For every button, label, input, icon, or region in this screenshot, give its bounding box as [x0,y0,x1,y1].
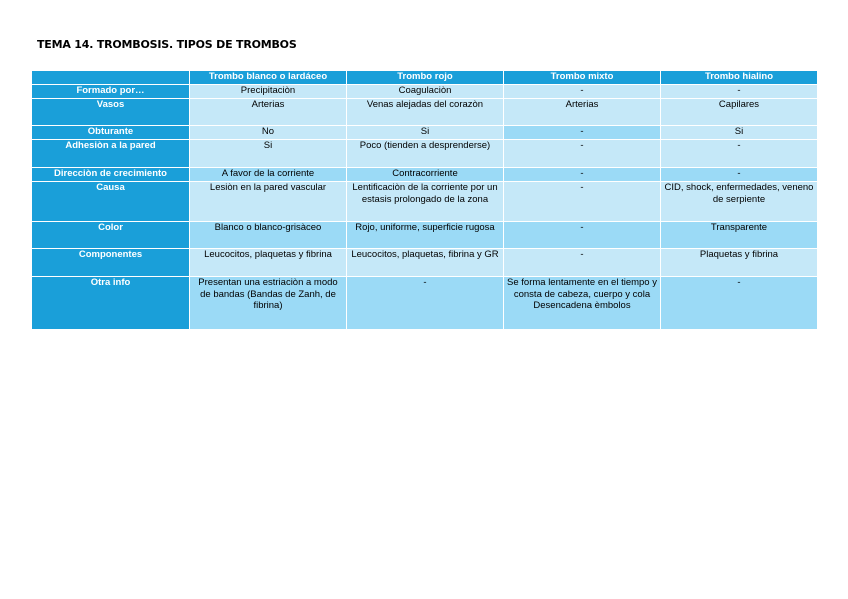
table-cell: - [661,168,818,182]
thrombus-types-table [31,70,818,330]
table-cell: - [504,249,661,277]
row-label: Componentes [32,249,190,277]
table-row [32,168,818,182]
table-cell: Blanco o blanco-grisàceo [190,222,347,249]
table-cell: Arterias [190,99,347,126]
table-cell: Plaquetas y fibrina [661,249,818,277]
table-row [32,140,818,168]
table-row [32,99,818,126]
column-header-red-thrombus: Trombo rojo [347,71,504,85]
table-cell: Si [347,126,504,140]
table-cell: - [661,277,818,330]
table-cell: Si [190,140,347,168]
column-header-hyaline-thrombus: Trombo hialino [661,71,818,85]
row-label: Formado por… [32,85,190,99]
row-label: Color [32,222,190,249]
row-label: Adhesiòn a la pared [32,140,190,168]
table-cell: - [504,126,661,140]
table-cell: - [504,222,661,249]
table-cell: A favor de la corriente [190,168,347,182]
header-row [32,71,818,85]
table-cell: Precipitaciòn [190,85,347,99]
table-row [32,249,818,277]
table-cell: Poco (tienden a desprenderse) [347,140,504,168]
table-row [32,222,818,249]
row-label: Otra info [32,277,190,330]
table-cell: - [504,168,661,182]
table-cell: - [661,85,818,99]
table-cell: Contracorriente [347,168,504,182]
table-row [32,277,818,330]
column-header-corner [32,71,190,85]
row-label: Vasos [32,99,190,126]
table-cell: - [504,140,661,168]
table-cell: Lentificaciòn de la corriente por un estasis prolongado de la zona [347,182,504,222]
table-cell: - [661,140,818,168]
table-cell: Transparente [661,222,818,249]
table-row [32,182,818,222]
table-cell: Lesiòn en la pared vascular [190,182,347,222]
row-label: Direcciòn de crecimiento [32,168,190,182]
table-cell: Coagulaciòn [347,85,504,99]
table-cell: Presentan una estriaciòn a modo de bandas (Bandas de Zanh, de fibrina) [190,277,347,330]
table-cell: Capilares [661,99,818,126]
table-cell: - [504,182,661,222]
column-header-mixed-thrombus: Trombo mixto [504,71,661,85]
table-cell: Si [661,126,818,140]
table-row [32,126,818,140]
row-label: Causa [32,182,190,222]
table-cell: Arterias [504,99,661,126]
row-label: Obturante [32,126,190,140]
table-cell: Leucocitos, plaquetas, fibrina y GR [347,249,504,277]
table-cell: - [504,85,661,99]
table-cell: Rojo, uniforme, superficie rugosa [347,222,504,249]
table-cell: - [347,277,504,330]
table-cell: CID, shock, enfermedades, veneno de serpiente [661,182,818,222]
table-row [32,85,818,99]
page-title: TEMA 14. TROMBOSIS. TIPOS DE TROMBOS [37,38,297,51]
column-header-white-thrombus: Trombo blanco o lardáceo [190,71,347,85]
table-cell: Leucocitos, plaquetas y fibrina [190,249,347,277]
table-cell: Se forma lentamente en el tiempo y consta de cabeza, cuerpo y cola Desencadena èmbolos [504,277,661,330]
table-cell: Venas alejadas del corazòn [347,99,504,126]
table-cell: No [190,126,347,140]
